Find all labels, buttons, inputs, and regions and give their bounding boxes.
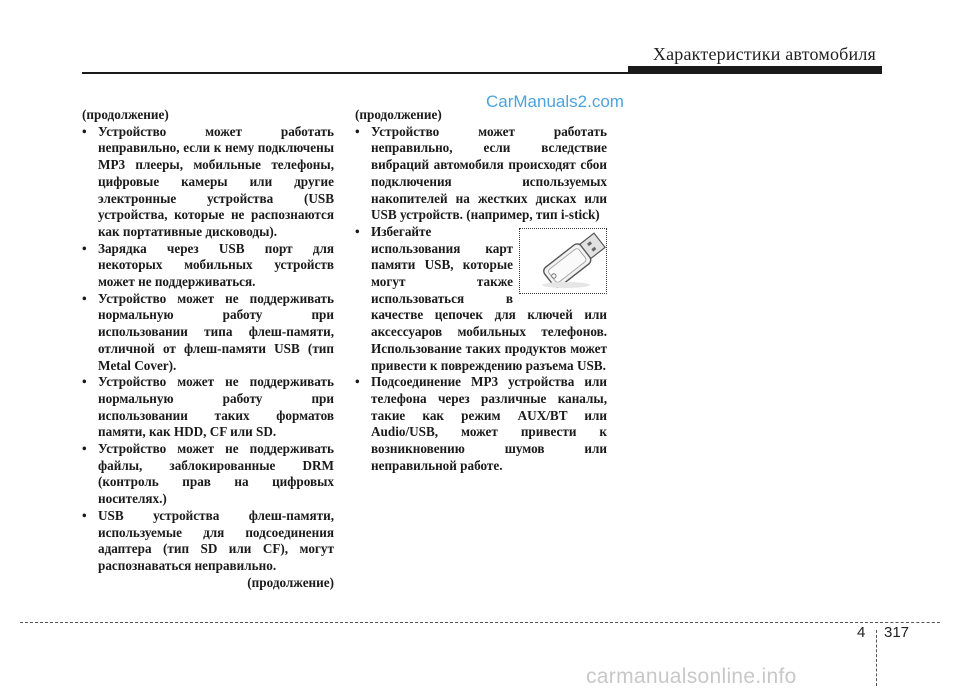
- list-item: • Подсоединение MP3 устройства или телефона через различные каналы, такие как режим AUX/BT или Audio/USB, может привести к возникновению шумов или неправильной работе.: [355, 374, 607, 473]
- usb-flash-drive-icon: [519, 228, 607, 294]
- list-item: • Устройство может не поддерживать файлы, заблокированные DRM (контроль прав на цифровых носителях.): [82, 441, 334, 507]
- footer-divider: [876, 630, 877, 686]
- continued-label: (продолжение): [355, 107, 442, 122]
- list-item: • Устройство может работать неправильно, если к нему подключены MP3 плееры, мобильные телефоны, цифровые камеры или другие электронные устройства (USB устройства, которые не распознаются как портативные дисководы).: [82, 123, 334, 239]
- list-item: • Устройство может не поддерживать нормальную работу при использовании типа флеш-памяти, отличной от флеш-памяти USB (тип Metal Cover).: [82, 290, 334, 373]
- header-rule: [82, 72, 882, 74]
- list-item: • Зарядка через USB порт для некоторых мобильных устройств может не поддерживаться.: [82, 240, 334, 290]
- header-title: Характеристики автомобиля: [652, 44, 876, 64]
- chapter-number: 4: [857, 624, 866, 641]
- list-item: • Устройство может не поддерживать нормальную работу при использовании таких форматов памяти, как HDD, CF или SD.: [82, 374, 334, 440]
- site-footer: carmanualsonline.info: [586, 665, 797, 688]
- continued-label: (продолжение): [82, 107, 169, 122]
- list-item: • USB устройства флеш-памяти, используемые для подсоединения адаптера (тип SD или CF), могут распознаваться неправильно.: [82, 507, 334, 573]
- footer-rule-right: [880, 622, 940, 623]
- right-column: [355, 107, 607, 474]
- footer-rule: [20, 622, 878, 623]
- list-item: • Устройство может работать неправильно, если вследствие вибраций автомобиля происходят сбои подключения используемых накопителей на жестких дисках или USB устройств. (например, тип i-stick): [355, 123, 607, 223]
- header-rule-accent: [628, 66, 882, 72]
- page-number: 317: [884, 624, 910, 641]
- continued-label: (продолжение): [247, 574, 334, 590]
- watermark: CarManuals2.com: [486, 92, 624, 111]
- list-item: • Избегайте использования карт памяти USB, которые могут также использоваться в качестве цепочек для ключей или аксессуаров мобильных телефонов. Использование таких продуктов может привести к повреждению разъема USB.: [355, 223, 607, 373]
- left-column: [82, 107, 334, 591]
